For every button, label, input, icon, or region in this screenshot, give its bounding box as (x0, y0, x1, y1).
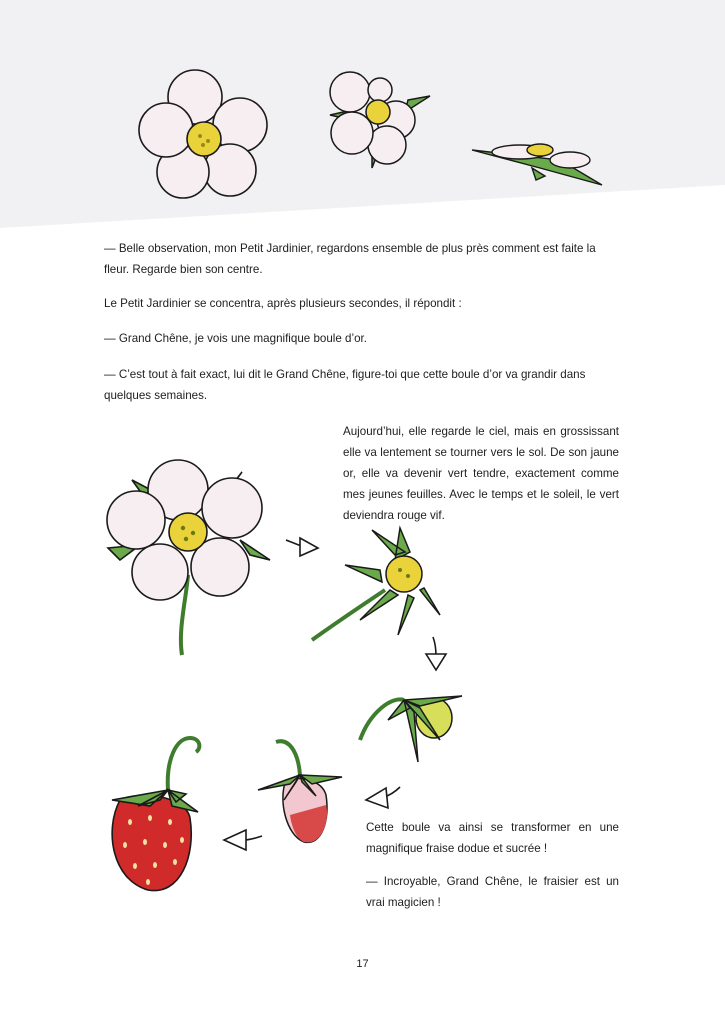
fading-flower-icon (312, 528, 440, 640)
arrow-icon (426, 637, 446, 670)
flowers-illustration (0, 0, 725, 230)
ripening-berry-icon (258, 741, 342, 842)
page-number: 17 (356, 958, 369, 970)
green-berry-icon (360, 696, 462, 762)
paragraph-concentration: Le Petit Jardinier se concentra, après plusieurs secondes, il répondit : (104, 297, 462, 310)
arrow-icon (366, 787, 400, 808)
paragraph-golden-ball: — Grand Chêne, je vois une magnifique boule d’or. (104, 332, 367, 345)
flower-open-icon (107, 460, 270, 655)
paragraph-sky: Aujourd’hui, elle regarde le ciel, mais en grossissant elle va lentement se tourner vers le sol. De son jaune or, elle va devenir vert tendre, exactement comme mes jeunes feuilles. Avec le temps et le soleil, le vert deviendra rouge vif. (343, 425, 619, 522)
paragraph-observation: — Belle observation, mon Petit Jardinier, regardons ensemble de plus près comment est faite la fleur. Regarde bien son centre. (104, 242, 596, 276)
paragraph-transform: Cette boule va ainsi se transformer en une magnifique fraise dodue et sucrée ! (366, 821, 619, 855)
paragraph-magician: — Incroyable, Grand Chêne, le fraisier est un vrai magicien ! (366, 875, 619, 909)
arrow-icon (224, 830, 262, 850)
strawberry-icon (112, 738, 199, 891)
paragraph-exact: — C’est tout à fait exact, lui dit le Grand Chêne, figure-toi que cette boule d’or va grandir dans quelques semaines. (104, 368, 586, 402)
top-illustration-band (0, 0, 725, 230)
arrow-icon (286, 538, 318, 556)
